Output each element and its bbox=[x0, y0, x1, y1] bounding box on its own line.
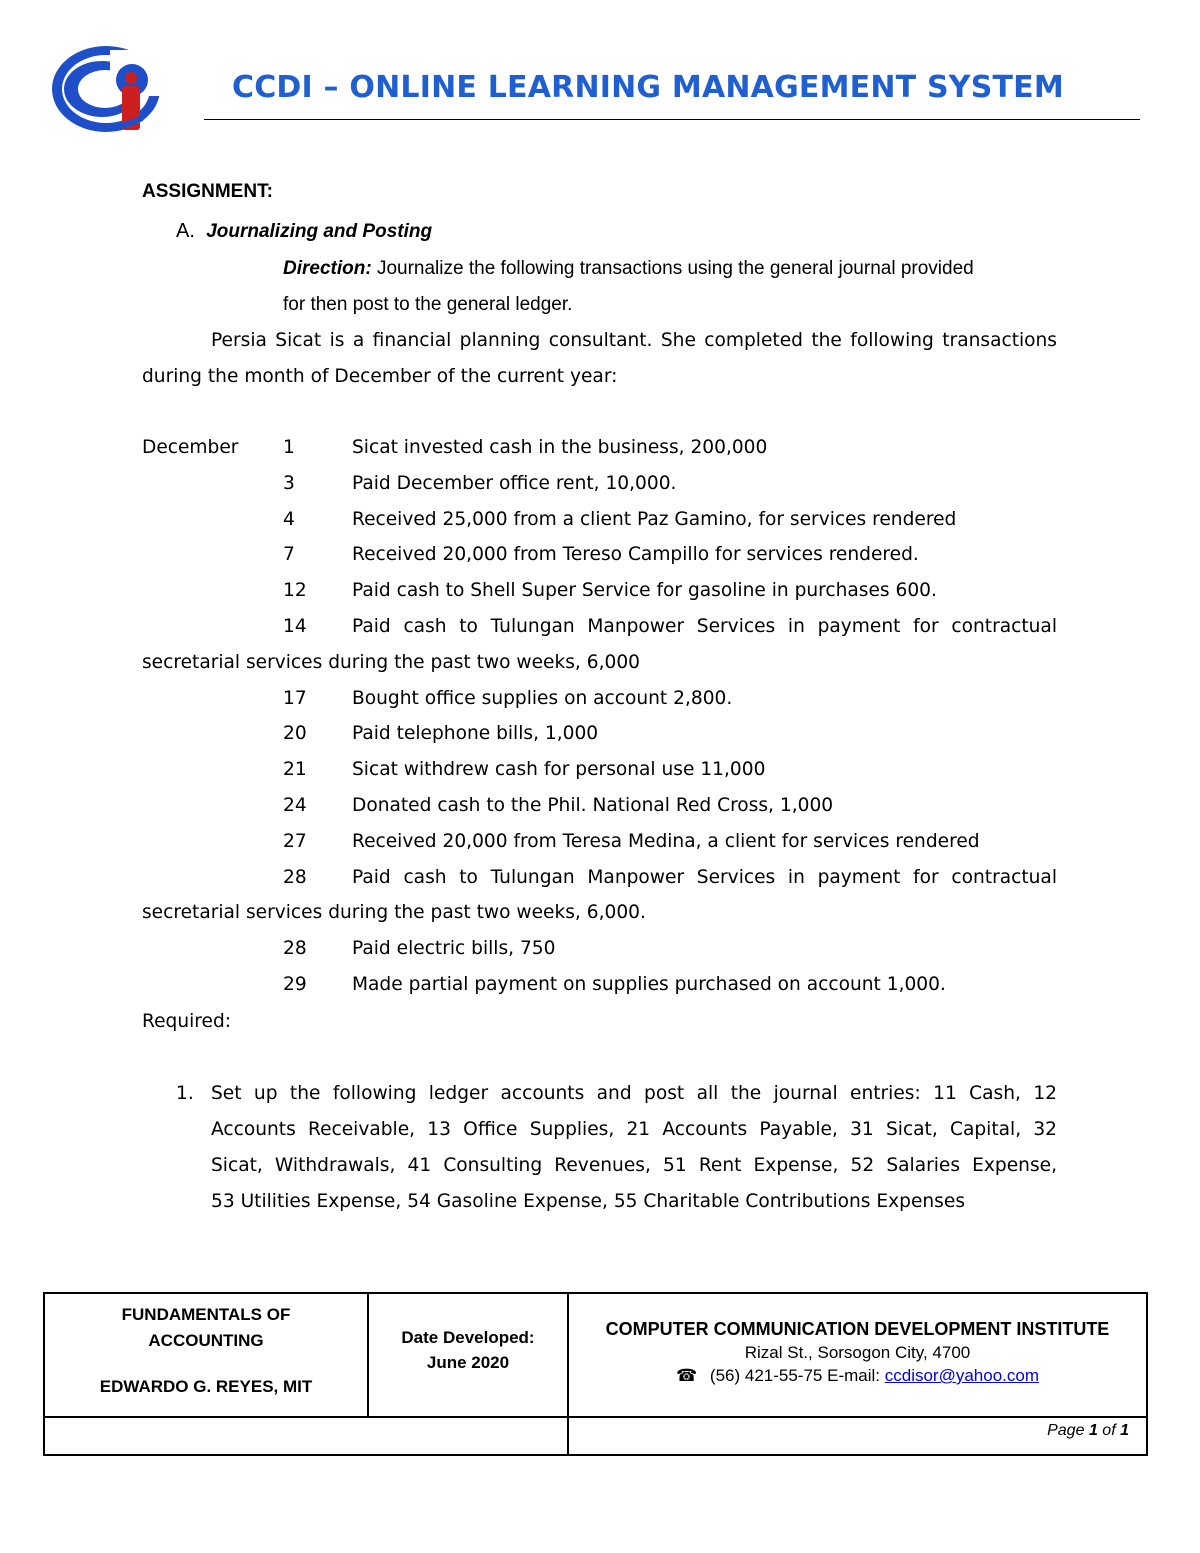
header-title: CCDI – ONLINE LEARNING MANAGEMENT SYSTEM bbox=[232, 70, 1064, 105]
phone-text: (56) 421-55-75 E-mail: bbox=[709, 1366, 885, 1385]
page-indicator bbox=[569, 1422, 1129, 1440]
required-line: Accounts Receivable, 13 Office Supplies, 21 Accounts Payable, 31 Sicat, Capital, 32 bbox=[211, 1119, 1057, 1140]
footer-divider bbox=[45, 1416, 1146, 1418]
transaction-description: Paid cash to Tulungan Manpower Services in payment for contractual bbox=[352, 866, 1057, 888]
transaction-description: Made partial payment on supplies purchased on account 1,000. bbox=[352, 974, 946, 995]
section-heading bbox=[176, 220, 432, 243]
date-cell bbox=[369, 1325, 567, 1375]
transaction-description: Received 20,000 from Tereso Campillo for services rendered. bbox=[352, 544, 919, 566]
phone-icon: ☎ bbox=[676, 1366, 698, 1385]
transaction-day: 28 bbox=[283, 866, 307, 888]
transaction-description: Paid cash to Tulungan Manpower Services in payment for contractual bbox=[352, 616, 1057, 637]
transaction-day: 1 bbox=[283, 437, 295, 458]
institute-contact bbox=[569, 1364, 1146, 1387]
intro-line-2: during the month of December of the current year: bbox=[142, 366, 618, 387]
transaction-description: Received 25,000 from a client Paz Gamino, for services rendered bbox=[352, 508, 957, 530]
transaction-day: 14 bbox=[283, 616, 307, 637]
transaction-description: Sicat invested cash in the business, 200,000 bbox=[352, 437, 768, 458]
instructor-name: EDWARDO G. REYES, MIT bbox=[99, 1377, 313, 1396]
date-value: June 2020 bbox=[426, 1353, 510, 1372]
required-line: Set up the following ledger accounts and post all the journal entries: 11 Cash, 12 bbox=[211, 1083, 1057, 1104]
direction-line-1 bbox=[283, 258, 974, 280]
required-line: Sicat, Withdrawals, 41 Consulting Revenues, 51 Rent Expense, 52 Salaries Expense, bbox=[211, 1155, 1057, 1176]
transaction-day: 7 bbox=[283, 544, 295, 566]
assignment-heading: ASSIGNMENT: bbox=[142, 181, 273, 202]
transaction-continuation: secretarial services during the past two weeks, 6,000. bbox=[142, 902, 646, 924]
transaction-month: December bbox=[142, 437, 239, 458]
date-label: Date Developed: bbox=[401, 1328, 535, 1347]
ccdi-logo bbox=[50, 44, 162, 134]
transaction-description: Paid telephone bills, 1,000 bbox=[352, 723, 599, 745]
page-label: Page bbox=[1047, 1422, 1085, 1439]
institute-name: COMPUTER COMMUNICATION DEVELOPMENT INSTITUTE bbox=[605, 1319, 1110, 1339]
transaction-description: Donated cash to the Phil. National Red Cross, 1,000 bbox=[352, 795, 834, 816]
transaction-description: Paid December office rent, 10,000. bbox=[352, 472, 677, 494]
transaction-description: Paid cash to Shell Super Service for gasoline in purchases 600. bbox=[352, 580, 937, 602]
institute-address: Rizal St., Sorsogon City, 4700 bbox=[744, 1343, 971, 1362]
transaction-day: 29 bbox=[283, 974, 307, 995]
transaction-continuation: secretarial services during the past two weeks, 6,000 bbox=[142, 651, 640, 673]
transaction-description: Paid electric bills, 750 bbox=[352, 938, 556, 960]
direction-text: Journalize the following transactions using the general journal provided bbox=[371, 258, 974, 279]
transaction-day: 28 bbox=[283, 938, 307, 960]
transaction-description: Bought office supplies on account 2,800. bbox=[352, 687, 733, 709]
direction-line-2: for then post to the general ledger. bbox=[283, 294, 573, 315]
transaction-description: Received 20,000 from Teresa Medina, a client for services rendered bbox=[352, 830, 980, 852]
transaction-description: Sicat withdrew cash for personal use 11,000 bbox=[352, 759, 766, 781]
required-line: 53 Utilities Expense, 54 Gasoline Expense, 55 Charitable Contributions Expenses bbox=[211, 1191, 966, 1212]
section-letter: A. bbox=[176, 220, 195, 242]
transaction-day: 24 bbox=[283, 795, 307, 816]
header-rule bbox=[204, 119, 1140, 120]
transaction-day: 12 bbox=[283, 580, 307, 602]
transaction-day: 21 bbox=[283, 759, 307, 781]
institute-cell bbox=[569, 1318, 1146, 1387]
course-name-line-1: FUNDAMENTALS OF bbox=[121, 1305, 291, 1324]
course-cell bbox=[45, 1302, 367, 1400]
page-total: 1 bbox=[1120, 1422, 1129, 1439]
email-link[interactable]: ccdisor@yahoo.com bbox=[884, 1366, 1039, 1385]
page-of: of bbox=[1102, 1422, 1116, 1439]
transaction-day: 17 bbox=[283, 687, 307, 709]
required-label: Required: bbox=[142, 1011, 232, 1032]
section-title: Journalizing and Posting bbox=[206, 221, 433, 242]
page-current: 1 bbox=[1088, 1422, 1098, 1439]
course-name-line-2: ACCOUNTING bbox=[148, 1331, 264, 1350]
transaction-day: 20 bbox=[283, 723, 307, 745]
direction-label: Direction: bbox=[283, 258, 372, 279]
transaction-day: 4 bbox=[283, 508, 295, 530]
required-item-number: 1. bbox=[176, 1083, 194, 1104]
footer-table bbox=[43, 1292, 1148, 1456]
transaction-day: 3 bbox=[283, 472, 295, 494]
transaction-day: 27 bbox=[283, 830, 307, 852]
intro-line-1: Persia Sicat is a financial planning consultant. She completed the following transactions bbox=[211, 330, 1057, 351]
